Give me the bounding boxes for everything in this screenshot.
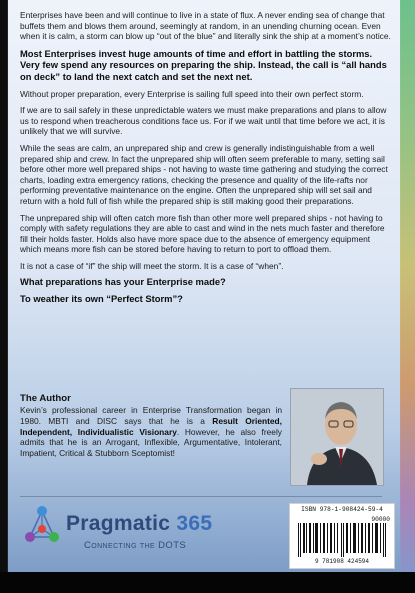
question-2: To weather its own “Perfect Storm”? <box>20 293 183 305</box>
barcode-icon <box>296 523 390 557</box>
paragraph-1: Enterprises have been and will continue to live in a state of flux. A never ending sea of change that buffets them and blows them around, seemingly at random, in an unending churning ocean. Even when it is calm, a storm can blow up “out of the blue” and literally sink the ship at a moment’s notice. <box>20 10 391 42</box>
brand-tagline: Connecting the DOTS <box>84 540 187 551</box>
paragraph-4: If we are to sail safely in these unpredictable waters we must make preparations and plans to allow us to respond when treacherous conditions face us. For if we wait until that time before we act, it is unlikely that we will survive. <box>20 105 387 137</box>
rainbow-spine-edge <box>400 0 415 593</box>
paragraph-2-bold: Most Enterprises invest huge amounts of time and effort in battling the storms. Very few spend any resources on preparing the ship. Instead, the call is “all hands on deck” to land the next catch and set the next net. <box>20 47 387 82</box>
bottom-shadow <box>0 572 415 593</box>
isbn-label: ISBN 978-1-908424-59-4 <box>301 506 383 513</box>
barcode-number: 9 781908 424594 <box>314 558 369 565</box>
brand-word: Pragmatic <box>66 512 171 535</box>
brand-name <box>66 512 212 536</box>
blurb-text <box>20 10 392 311</box>
paragraph-3: Without proper preparation, every Enterprise is sailing full speed into their own perfect storm. <box>20 88 364 99</box>
paragraph-5: While the seas are calm, an unprepared ship and crew is generally indistinguishable from a well prepared ship and crew. In fact the unprepared ship will often seem preferable to many, setting sail before other more well prepared ships - not having to waste time gathering and studying the correct charts, loading extra emergency rations, checking the presence and quality of the life-rafts nor performing preventative maintenance on the engine. Often the unprepared ship will set sail and return with a hold full of fish while the prepared ship is still making good their preparations. <box>20 142 388 206</box>
brand-number: 365 <box>176 512 213 535</box>
author-bio-part-2: . However, he also freely admits that he is an Arrogant, Inflexible, Argumentative, Intolerant, Impatient, Critical & Stubborn Sceptomist! <box>20 426 282 459</box>
author-bio <box>20 405 282 459</box>
paragraph-6: The unprepared ship will often catch more fish than other more well prepared ships - not having to comply with safety regulations they are able to cast and wind in the nets much faster and therefore fill their holds faster. Holds also have more space due to the absence of emergency equipment which means more fish can be stored before having to return to port to offload them. <box>20 212 385 255</box>
paragraph-7: It is not a case of “if” the ship will meet the storm. It is a case of “when”. <box>20 260 284 271</box>
author-photo <box>290 388 384 486</box>
author-traits: Result Oriented, Independent, Individualistic Visionary <box>20 415 282 437</box>
isbn-barcode-box <box>289 503 395 569</box>
dots-logo-icon <box>22 503 62 553</box>
author-heading: The Author <box>20 393 71 404</box>
section-divider <box>20 496 382 497</box>
question-1: What preparations has your Enterprise made? <box>20 276 226 288</box>
isbn-price-code: 90000 <box>371 516 390 523</box>
author-bio-part-1: Kevin’s professional career in Enterprise Transformation began in 1980. MBTI and DISC says that he is a <box>20 405 282 426</box>
